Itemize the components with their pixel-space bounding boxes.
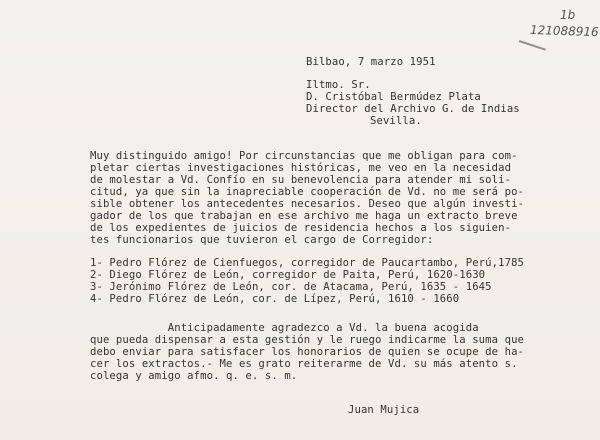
body-line: debo enviar para satisfacer los honorarios de quien se ocupe de ha-	[90, 346, 525, 358]
list-item: 3- Jerónimo Flórez de León, cor. de Atacama, Perú, 1635 - 1645	[90, 281, 492, 293]
list-item: 4- Pedro Flórez de León, cor. de Lípez, Perú, 1610 - 1660	[90, 293, 460, 305]
recipient-line: Sevilla.	[370, 115, 422, 127]
recipient-line: Director del Archivo G. de Indias	[306, 103, 520, 115]
body-line: citud, ya que sin la inapreciable cooperación de Vd. no me será po-	[90, 186, 525, 198]
body-line: pletar ciertas investigaciones históricas, me veo en la necesidad	[90, 162, 512, 174]
body-line: sible obtener los antecedentes necesarios. Deseo que algún investi-	[90, 198, 525, 210]
list-item: 2- Diego Flórez de León, corregidor de Paita, Perú, 1620-1630	[90, 269, 486, 281]
recipient-line: D. Cristóbal Bermúdez Plata	[306, 91, 481, 103]
signature: Juan Mujica	[348, 404, 420, 416]
body-line: tes funcionarios que tuvieron el cargo de Corregidor:	[90, 234, 434, 246]
recipient-line: Iltmo. Sr.	[306, 79, 371, 91]
reference-strike-mark	[519, 40, 546, 51]
body-line: que pueda dispensar a esta gestión y le ruego indicarme la suma que	[90, 334, 525, 346]
body-line: Anticipadamente agradezco a Vd. la buena acogida	[90, 322, 479, 334]
body-line: de molestar a Vd. Confío en su benevolencia para atender mi soli-	[90, 174, 512, 186]
place-date: Bilbao, 7 marzo 1951	[306, 56, 436, 68]
folio-annotation: 1b	[560, 8, 576, 22]
body-line: colega y amigo afmo. q. e. s. m.	[90, 370, 298, 382]
reference-annotation: 121088916	[529, 22, 599, 40]
body-line: Muy distinguido amigo! Por circunstancias que me obligan para com-	[90, 150, 518, 162]
list-item: 1- Pedro Flórez de Cienfuegos, corregidor de Paucartambo, Perú,1785	[90, 257, 525, 269]
body-line: cer los extractos.- Me es grato reiterarme de Vd. su más atento s.	[90, 358, 518, 370]
body-line: gador de los que trabajan en ese archivo me haga un extracto breve	[90, 210, 518, 222]
body-line: de los expedientes de juicios de residencia hechos a los siguien-	[90, 222, 512, 234]
